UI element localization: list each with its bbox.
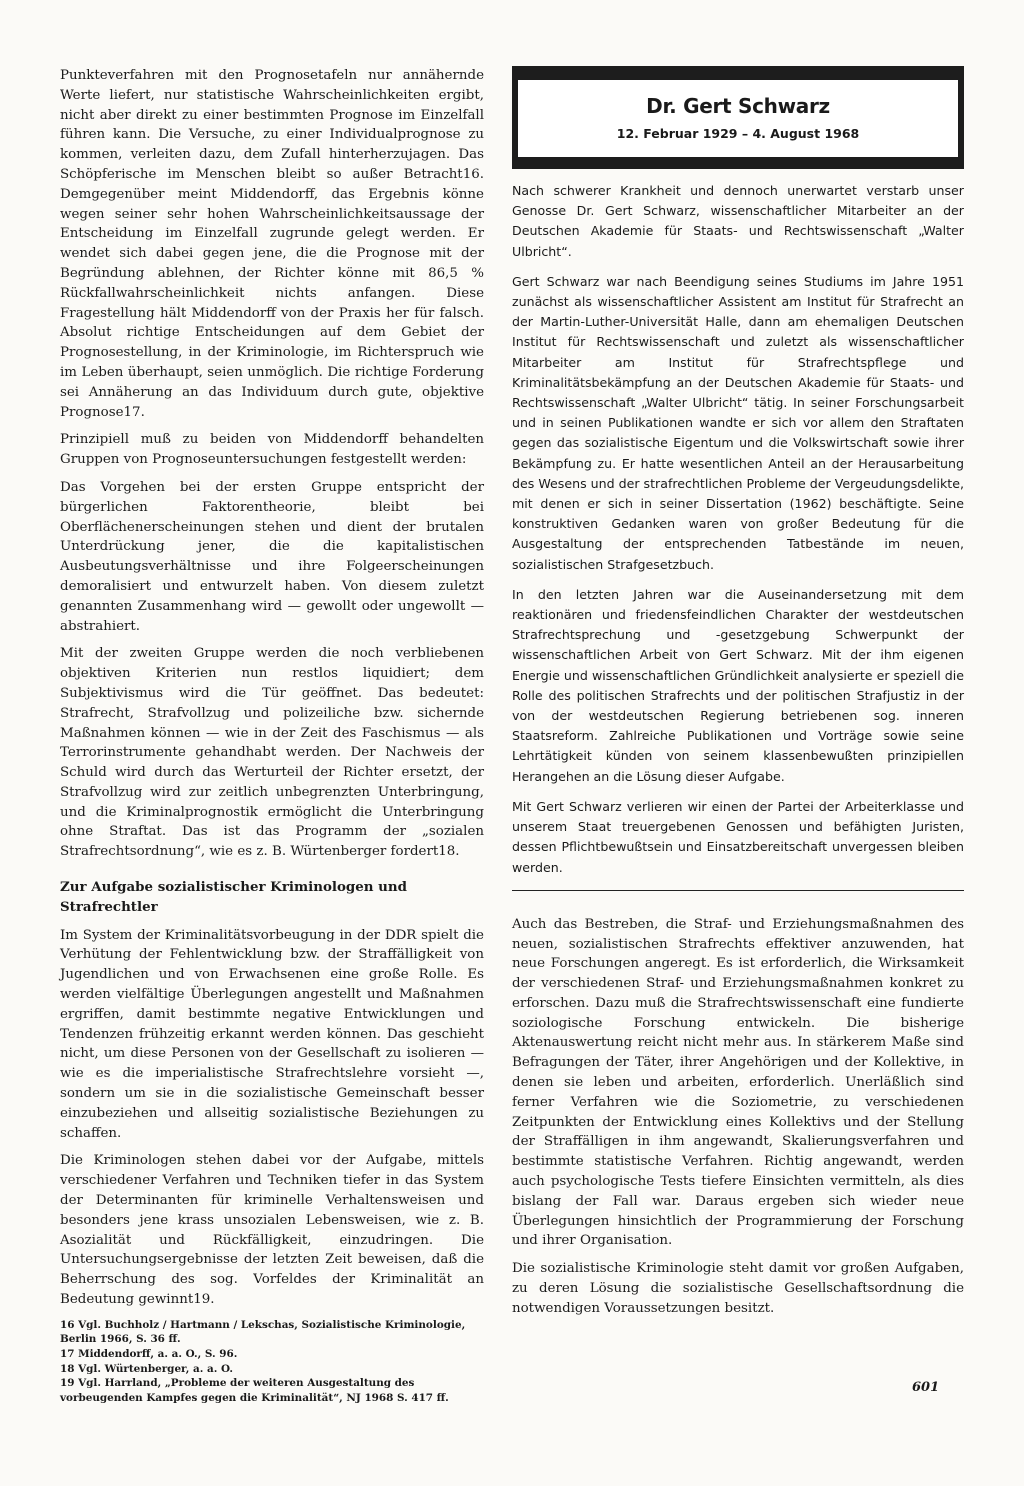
obituary-paragraph: Mit Gert Schwarz verlieren wir einen der Partei der Arbeiterklasse und unserem Staat treuergebenen Genossen und befähigten Juristen, dessen Pflichtbewußtsein und Einsatzbereitschaft unvergessen bleiben werden. — [512, 798, 964, 875]
body-paragraph: Punkteverfahren mit den Prognosetafeln nur annähernde Werte liefert, nur statistische Wahrscheinlichkeiten ergibt, nicht aber direkt zu einer bestimmten Prognose im Einzelfall führen kann. Die Versuche, zu einer Individualprognose zu kommen, verleiten dazu, dem Zufall hinterherzujagen. Das Schöpferische im Menschen bleibt so außer Betracht16. Demgegenüber meint Middendorff, das Ergebnis könne wegen seiner sehr hohen Wahrscheinlichkeitsaussage der Entscheidung im Einzelfall zugrunde gelegt werden. Er wendet sich dabei gegen jene, die die Prognose mit der Begründung ablehnen, der Richter könne mit 86,5 % Rückfallwahrscheinlichkeit nichts anfangen. Diese Fragestellung hält Middendorff von der Praxis her für falsch. Absolut richtige Entscheidungen auf dem Gebiet der Prognosestellung, in der Kriminologie, im Richterspruch wie im Leben überhaupt, seien unmöglich. Die richtige Forderung sei Annäherung an das Individuum durch gute, objektive Prognose17. — [60, 68, 484, 420]
obituary-name: Dr. Gert Schwarz — [646, 94, 830, 118]
obituary-paragraph: In den letzten Jahren war die Auseinandersetzung mit dem reaktionären und friedensfeindlichen Charakter der westdeutschen Strafrechtsprechung und -gesetzgebung Schwerpunkt der wissenschaftlichen Arbeit von Gert Schwarz. Mit der ihm eigenen Energie und wissenschaftlichen Gründlichkeit analysierte er speziell die Rolle des politischen Strafrechts und der politischen Strafjustiz in der von der westdeutschen Regierung betriebenen sog. inneren Staatsreform. Zahlreiche Publikationen und Vorträge sowie seine Lehrtätigkeit künden von seinem klassenbewußten prinzipiellen Herangehen an die Lösung dieser Aufgabe. — [512, 586, 964, 784]
obituary-paragraph: Gert Schwarz war nach Beendigung seines Studiums im Jahre 1951 zunächst als wissenschaftlicher Assistent am Institut für Strafrecht an der Martin-Luther-Universität Halle, dann am ehemaligen Deutschen Institut für Rechtswissenschaft und zuletzt als wissenschaftlicher Mitarbeiter am Institut für Strafrechtspflege und Kriminalitätsbekämpfung an der Deutschen Akademie für Staats- und Rechtswissenschaft „Walter Ulbricht“ tätig. In seiner Forschungsarbeit und in seinen Publikationen wandte er sich vor allem den Straftaten gegen das sozialistische Eigentum und die Volkswirtschaft sowie ihrer Bekämpfung zu. Er hatte wesentlichen Anteil an der Herausarbeitung des Wesens und der strafrechtlichen Probleme der Vergeudungsdelikte, mit denen er sich in seiner Dissertation (1962) beschäftigte. Seine konstruktiven Gedanken waren von großer Bedeutung für die Ausgestaltung der entsprechenden Tatbestände im neuen, sozialistischen Strafgesetzbuch. — [512, 273, 964, 572]
footnote: 19 Vgl. Harrland, „Probleme der weiteren Ausgestaltung des vorbeugenden Kampfes gegen die Kriminalität“, NJ 1968 S. 417 ff. — [60, 1377, 449, 1404]
body-paragraph: Auch das Bestreben, die Straf- und Erziehungsmaßnahmen des neuen, sozialistischen Strafrechts effektiver anzuwenden, hat neue Forschungen angeregt. Es ist erforderlich, die Wirksamkeit der verschiedenen Straf- und Erziehungsmaßnahmen konkret zu erforschen. Dazu muß die Strafrechtswissenschaft eine fundierte soziologische Forschung entwickeln. Die bisherige Aktenauswertung reicht nicht mehr aus. In stärkerem Maße sind Befragungen der Täter, ihrer Angehörigen und der Kollektive, in denen sie leben und arbeiten, erforderlich. Unerläßlich sind ferner Verfahren wie die Soziometrie, zu verschiedenen Zeitpunkten der Entwicklung eines Kollektivs und der Stellung der Straffälligen in ihm angewandt, Skalierungsverfahren und bestimmte statistische Verfahren. Richtig angewandt, werden auch psychologische Tests tiefere Einsichten vermitteln, als dies bislang der Fall war. Daraus ergeben sich wieder neue Überlegungen hinsichtlich der Programmierung der Forschung und ihrer Organisation. — [512, 916, 964, 1249]
obituary-dates: 12. Februar 1929 – 4. August 1968 — [616, 126, 860, 141]
body-paragraph: Im System der Kriminalitätsvorbeugung in der DDR spielt die Verhütung der Fehlentwicklung bzw. der Straffälligkeit von Jugendlichen und von Erwachsenen eine große Rolle. Es werden vielfältige Überlegungen angestellt und Maßnahmen ergriffen, damit bestimmte negative Entwicklungen und Tendenzen frühzeitig erkannt werden können. Das geschieht nicht, um diese Personen von der Gesellschaft zu isolieren — wie es die imperialistische Strafrechtslehre vorsieht —, sondern um sie in die sozialistische Gemeinschaft besser einzubeziehen und allseitig sozialistische Beziehungen zu schaffen. — [60, 927, 484, 1141]
body-paragraph: Die sozialistische Kriminologie steht damit vor großen Aufgaben, zu deren Lösung die sozialistische Gesellschaftsordnung die notwendigen Voraussetzungen besitzt. — [512, 1261, 964, 1316]
obituary-paragraph: Nach schwerer Krankheit und dennoch unerwartet verstarb unser Genosse Dr. Gert Schwarz, wissenschaftlicher Mitarbeiter an der Deutschen Akademie für Staats- und Rechtswissenschaft „Walter Ulbricht“. — [512, 183, 964, 259]
obituary-header-inner — [518, 80, 958, 157]
obituary-header-box — [512, 66, 964, 169]
section-heading: Zur Aufgabe sozialistischer Kriminologen und Strafrechtler — [60, 879, 408, 915]
divider — [512, 890, 964, 891]
footnote: 17 Middendorff, a. a. O., S. 96. — [60, 1348, 238, 1360]
footnote: 16 Vgl. Buchholz / Hartmann / Lekschas, Sozialistische Kriminologie, Berlin 1966, S. 36 ff. — [60, 1318, 466, 1346]
page-number: 601 — [912, 1380, 940, 1395]
body-paragraph: Prinzipiell muß zu beiden von Middendorff behandelten Gruppen von Prognoseuntersuchungen festgestellt werden: — [60, 432, 484, 468]
body-paragraph: Das Vorgehen bei der ersten Gruppe entspricht der bürgerlichen Faktorentheorie, bleibt bei Oberflächenerscheinungen stehen und dient der brutalen Unterdrückung jener, die die kapitalistischen Ausbeutungsverhältnisse und ihre Folgeerscheinungen demoralisiert und entwurzelt haben. Von diesem zuletzt genannten Zusammenhang wird — gewollt oder ungewollt — abstrahiert. — [60, 479, 484, 634]
footnotes — [60, 1318, 484, 1406]
right-column — [512, 66, 964, 1327]
body-paragraph: Mit der zweiten Gruppe werden die noch verbliebenen objektiven Kriterien nun restlos liquidiert; dem Subjektivismus wird die Tür geöffnet. Das bedeutet: Strafrecht, Strafvollzug und polizeiliche bzw. sichernde Maßnahmen können — wie in der Zeit des Faschismus — als Terrorinstrumente gehandhabt werden. Der Nachweis der Schuld wird durch das Werturteil der Richter ersetzt, der Strafvollzug wird zur zeitlich unbegrenzten Unterbringung, und die Kriminalprognostik ermöglicht die Unterbringung ohne Straftat. Das ist das Programm der „sozialen Strafrechtsordnung“, wie es z. B. Würtenberger fordert18. — [60, 646, 484, 860]
footnote: 18 Vgl. Würtenberger, a. a. O. — [60, 1362, 234, 1375]
left-column — [60, 66, 484, 1405]
body-paragraph: Die Kriminologen stehen dabei vor der Aufgabe, mittels verschiedener Verfahren und Techniken tiefer in das System der Determinanten für kriminelle Verhaltensweisen und besonders jene krass unsozialen Lebensweisen, wie z. B. Asozialität und Rückfälligkeit, einzudringen. Die Untersuchungsergebnisse der letzten Zeit beweisen, daß die Beherrschung des sog. Vorfeldes der Kriminalität an Bedeutung gewinnt19. — [60, 1153, 484, 1308]
